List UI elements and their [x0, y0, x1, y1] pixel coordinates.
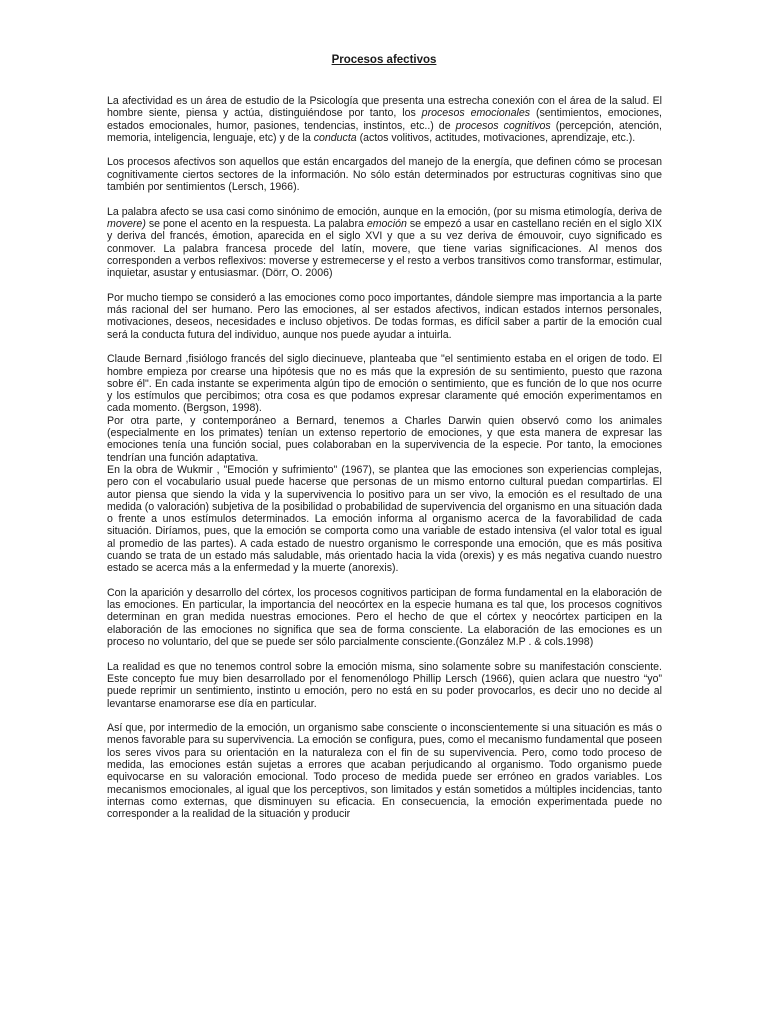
italic-term: emoción: [366, 217, 407, 230]
paragraph-p2: [107, 156, 662, 193]
text-run: (sentimientos, emociones, estados emocionales, humor, pasiones, tendencias, instintos, etc..) de: [107, 107, 662, 132]
italic-term: movere): [107, 217, 146, 230]
paragraph-p6: [107, 415, 662, 464]
text-run: Por mucho tiempo se consideró a las emociones como poco importantes, dándole siempre mas importancia a la parte más racional del ser humano. Pero las emociones, al ser estados afectivos, indican estados internos personales, motivaciones, deseos, necesidades e incluso objetivos. De todas formas, es difícil saber a partir de la emoción cual será la conducta futura del individuo, aunque nos puede ayudar a intuirla.: [107, 291, 662, 341]
text-run: Así que, por intermedio de la emoción, un organismo sabe consciente o inconscientemente si una situación es más o menos favorable para su supervivencia. La emoción se configura, pues, como el mecanismo fundamental que poseen los seres vivos para su orientación en la naturaleza con el fin de su supervivencia. Pero, como todo proceso de medida, las emociones están sujetas a errores que acaban perjudicando al organismo. Todo organismo puede equivocarse en su valoración emocional. Todo proceso de medida puede ser erróneo en grados variables. Los mecanismos emocionales, al igual que los perceptivos, son limitados y están sometidos a múltiples incidencias, tanto internas como externas, que disminuyen su eficacia. En consecuencia, la emoción experimentada puede no corresponder a la realidad de la situación y producir: [107, 722, 662, 821]
text-run: En la obra de Wukmir , "Emoción y sufrimiento" (1967), se plantea que las emociones son experiencias complejas, pero con el vocabulario usual puede hacerse que personas de un mismo entorno cultural puedan compartirlas. El autor piensa que siendo la vida y la supervivencia lo positivo para un ser vivo, la emoción es el resultado de una medida (o valoración) subjetiva de la posibilidad o probabilidad de supervivencia del organismo en una situación dada o frente a unos estímulos determinados. La emoción informa al organismo acerca de la favorabilidad de cada situación. Diríamos, pues, que la emoción se comporta como una variable de estado intensiva (el valor total es igual al promedio de las partes). A cada estado de nuestro organismo le corresponde una emoción, que es más positiva cuando se trata de un estado más saludable, más orientado hacia la vida (orexis) y es más negativa cuando nuestro estado se acerca más a la enfermedad y la muerte (anorexis).: [107, 463, 662, 575]
text-run: Claude Bernard ,fisiólogo francés del siglo diecinueve, planteaba que "el sentimiento estaba en el origen de todo. El hombre empieza por crearse una hipótesis que no es más que la expresión de su sentimiento, puesto que razona sobre él". En cada instante se experimenta algún tipo de emoción o sentimiento, que es función de lo que nos ocurre y los estímulos que percibimos; otra cosa es que podamos expresar claramente qué emoción experimentamos en cada momento. (Bergson, 1998).: [107, 353, 662, 415]
paragraph-p7: [107, 464, 662, 575]
paragraph-p8: [107, 587, 662, 648]
text-run: se pone el acento en la respuesta. La palabra: [145, 217, 367, 230]
paragraph-p9: [107, 661, 662, 710]
paragraph-p1: [107, 95, 662, 144]
italic-term: conducta: [313, 131, 357, 144]
paragraph-p10: [107, 722, 662, 820]
paragraph-p4: [107, 292, 662, 341]
text-run: se empezó a usar en castellano recién en el siglo XIX y deriva del francés, émotion, aparecida en el siglo XVI y que a su vez deriva de émouvoir, cuyo significado es conmover. La palabra francesa procede del latín, movere, que tiene varias significaciones. Al menos dos corresponden a verbos reflexivos: moverse y estremecerse y el resto a verbos transitivos como transformar, estimular, inquietar, asustar y entusiasmar. (Dörr, O. 2006): [107, 217, 662, 280]
text-run: La afectividad es un área de estudio de la Psicología que presenta una estrecha conexión con el área de la salud. El hombre siente, piensa y actúa, distinguiéndose por tanto, los: [107, 95, 662, 120]
text-run: Con la aparición y desarrollo del córtex, los procesos cognitivos participan de forma fundamental en la elaboración de las emociones. En particular, la importancia del neocórtex en la especie humana es tal que, los procesos cognitivos determinan en gran medida nuestras emociones. Pero el hecho de que el córtex y neocórtex participen en la elaboración de las emociones no significa que sea de forma consciente. La elaboración de las emociones es un proceso no voluntario, del que se puede ser sólo parcialmente consciente.(González M.P . & cols.1998): [107, 586, 662, 649]
text-run: Los procesos afectivos son aquellos que están encargados del manejo de la energía, que definen cómo se procesan cognitivamente ciertos sectores de la información. No sólo están determinados por estructuras cognitivas sino que también por sentimientos (Lersch, 1966).: [107, 156, 662, 194]
text-run: Por otra parte, y contemporáneo a Bernard, tenemos a Charles Darwin quien observó como los animales (especialmente en los primates) tenían un extenso repertorio de emociones, y que esta manera de expresar las emociones tenía una función social, pues colaboraban en la supervivencia de la especie. Por tanto, la emociones tendrían una función adaptativa.: [107, 414, 662, 464]
text-run: (actos volitivos, actitudes, motivaciones, aprendizaje, etc.).: [356, 131, 636, 144]
paragraph-p3: [107, 206, 662, 280]
document-title: Procesos afectivos: [331, 54, 437, 66]
paragraph-p5: [107, 353, 662, 414]
text-run: (percepción, atención, memoria, inteligencia, lenguaje, etc) y de la: [107, 119, 662, 144]
text-run: La realidad es que no tenemos control sobre la emoción misma, sino solamente sobre su manifestación consciente. Este concepto fue muy bien desarrollado por el fenomenólogo Phillip Lersch (1966), quien aclara que nuestro “yo” puede reprimir un sentimiento, instinto u emoción, pero no está en su poder provocarlos, es decir uno no decide al levantarse enamorarse ese día en particular.: [107, 660, 662, 710]
italic-term: procesos cognitivos: [455, 119, 551, 132]
text-run: La palabra afecto se usa casi como sinónimo de emoción, aunque en la emoción, (por su misma etimología, deriva de: [107, 205, 662, 218]
document-body: [107, 95, 662, 833]
italic-term: procesos emocionales: [421, 107, 531, 120]
